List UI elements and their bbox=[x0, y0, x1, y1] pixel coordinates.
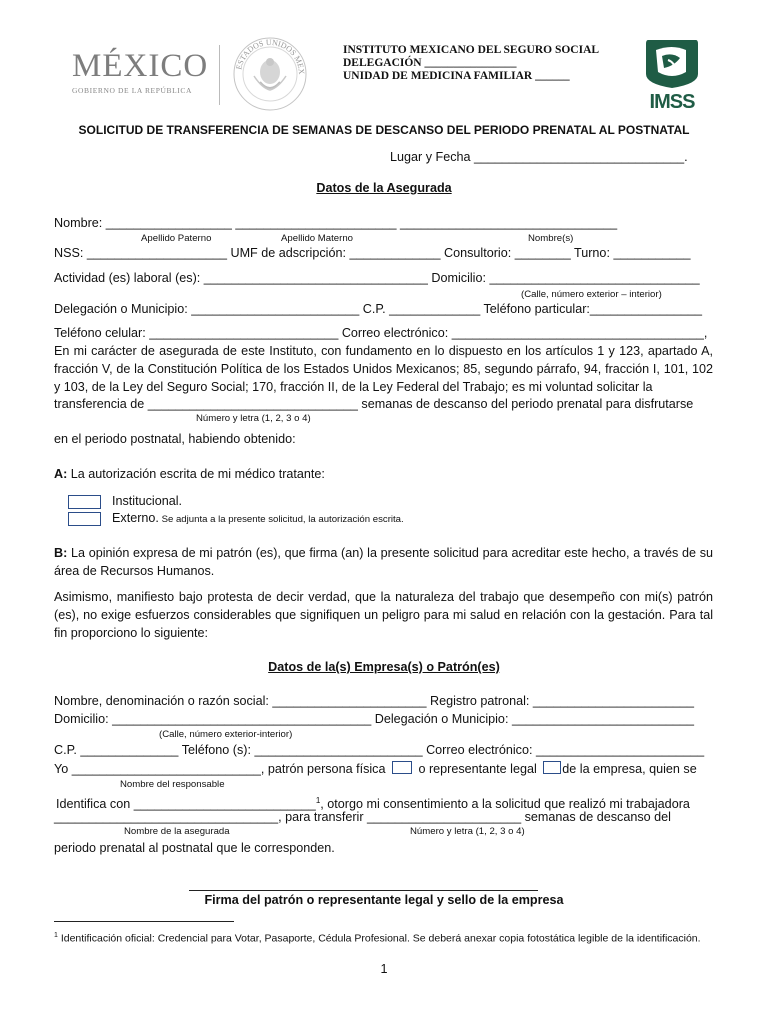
empresa-domicilio-row[interactable]: Domicilio: _____________________________________ Delegación o Municipio: __________________________ bbox=[54, 712, 695, 726]
mexico-logo bbox=[72, 48, 212, 95]
footnote-ref: 1 bbox=[315, 796, 321, 805]
option-a-letter: A: bbox=[54, 467, 68, 481]
document-title: SOLICITUD DE TRANSFERENCIA DE SEMANAS DE DESCANSO DEL PERIODO PRENATAL AL POSTNATAL bbox=[78, 123, 690, 137]
label-apellido-materno: Apellido Materno bbox=[281, 233, 353, 244]
signature-label: Firma del patrón o representante legal y sello de la empresa bbox=[204, 893, 564, 907]
transferir-row[interactable]: ________________________________, para transferir ______________________ semanas de descanso del bbox=[54, 810, 671, 824]
yo-row bbox=[54, 761, 697, 777]
yo-post: de la empresa, quien se bbox=[562, 762, 697, 776]
label-calle-1: (Calle, número exterior – interior) bbox=[521, 289, 662, 300]
checkbox-persona-fisica[interactable] bbox=[392, 761, 412, 774]
option-a bbox=[54, 467, 325, 482]
label-numero-letra-2: Número y letra (1, 2, 3 o 4) bbox=[410, 826, 525, 837]
mexico-logo-text: MÉXICO bbox=[72, 48, 209, 84]
option-b bbox=[54, 544, 713, 580]
yo-mid: o representante legal bbox=[418, 762, 537, 776]
delegacion-line: DELEGACIÓN ________________ bbox=[343, 57, 517, 69]
yo-pre[interactable]: Yo ___________________________, patrón persona física bbox=[54, 762, 386, 776]
label-numero-letra-1: Número y letra (1, 2, 3 o 4) bbox=[196, 413, 311, 424]
transferencia-row[interactable]: transferencia de ______________________________ semanas de descanso del periodo prenatal para disfrutarse bbox=[54, 397, 694, 411]
telefono-row[interactable]: Teléfono celular: ___________________________ Correo electrónico: ____________________________________, bbox=[54, 326, 708, 340]
footnote-divider bbox=[54, 921, 234, 922]
footnote-text: Identificación oficial: Credencial para Votar, Pasaporte, Cédula Profesional. Se deberá anexar copia fotostática legible de la identificación. bbox=[57, 932, 701, 945]
national-seal-icon bbox=[232, 36, 308, 112]
section-title-empresa: Datos de la(s) Empresa(s) o Patrón(es) bbox=[268, 660, 500, 674]
paragraph-fundamento: En mi carácter de asegurada de este Instituto, con fundamento en lo dispuesto en los artículos 1 y 123, apartado A, fracción V, de la Constitución Política de los Estados Unidos Mexicanos; 85, segundo párrafo, 94, fracción I, 101, 102 y 103, de la Ley del Seguro Social; 170, fracción II, de la Ley Federal del Trabajo; es mi voluntad solicitar la bbox=[54, 344, 713, 394]
periodo-line: periodo prenatal al postnatal que le corresponden. bbox=[54, 841, 335, 855]
signature-line[interactable] bbox=[189, 890, 538, 891]
option-a-text: La autorización escrita de mi médico tratante: bbox=[67, 467, 325, 481]
footnote-mark: 1 bbox=[54, 932, 58, 939]
checkbox-institucional[interactable] bbox=[68, 495, 101, 509]
option-b-text: La opinión expresa de mi patrón (es), que firma (an) la presente solicitud para acreditar este hecho, a través de su área de Recursos Humanos. bbox=[54, 546, 713, 578]
institute-header bbox=[343, 44, 599, 83]
footnote bbox=[54, 928, 713, 947]
externo-text: Externo. bbox=[112, 511, 159, 525]
externo-note: Se adjunta a la presente solicitud, la autorización escrita. bbox=[158, 514, 404, 525]
empresa-nombre-row[interactable]: Nombre, denominación o razón social: ______________________ Registro patronal: _______________________ bbox=[54, 694, 694, 708]
actividad-row[interactable]: Actividad (es) laboral (es): ________________________________ Domicilio: ______________________________ bbox=[54, 271, 700, 285]
seal-text: ESTADOS UNIDOS MEX bbox=[234, 37, 307, 75]
page-number: 1 bbox=[380, 962, 388, 976]
label-apellido-paterno: Apellido Paterno bbox=[141, 233, 212, 244]
option-b-letter: B: bbox=[54, 546, 68, 560]
institute-name: INSTITUTO MEXICANO DEL SEGURO SOCIAL bbox=[343, 44, 600, 56]
national-seal bbox=[232, 36, 308, 112]
checkbox-representante[interactable] bbox=[543, 761, 561, 774]
empresa-cp-row[interactable]: C.P. ______________ Teléfono (s): ________________________ Correo electrónico: ________________________ bbox=[54, 743, 705, 757]
paragraph-protesta: Asimismo, manifiesto bajo protesta de decir verdad, que la naturaleza del trabajo que desempeño con mi(s) patrón (es), no exige esfuerzos considerables que signifiquen un peligro para mi salud en relación con la gestación. Para tal fin proporciono lo siguiente: bbox=[54, 590, 713, 640]
nss-row[interactable]: NSS: ____________________ UMF de adscripción: _____________ Consultorio: ________ Turno: ___________ bbox=[54, 246, 691, 260]
imss-logo bbox=[638, 36, 706, 112]
postnatal-line: en el periodo postnatal, habiendo obtenido: bbox=[54, 432, 296, 446]
identifica-pre: Identifica con __________________________ bbox=[56, 797, 316, 812]
label-nombre-responsable: Nombre del responsable bbox=[120, 779, 225, 790]
delegacion-row[interactable]: Delegación o Municipio: ________________________ C.P. _____________ Teléfono particular:________________ bbox=[54, 302, 702, 316]
gobierno-text: GOBIERNO DE LA REPÚBLICA bbox=[72, 86, 193, 95]
label-calle-2: (Calle, número exterior-interior) bbox=[159, 729, 293, 740]
section-title-asegurada: Datos de la Asegurada bbox=[316, 181, 452, 195]
label-nombres: Nombre(s) bbox=[528, 233, 574, 244]
imss-logo-text: IMSS bbox=[649, 91, 695, 112]
label-externo bbox=[112, 511, 404, 527]
label-nombre-asegurada: Nombre de la asegurada bbox=[124, 826, 230, 837]
lugar-fecha: Lugar y Fecha ______________________________. bbox=[390, 150, 688, 164]
imss-logo-icon bbox=[638, 36, 706, 112]
nombre-row[interactable]: Nombre: __________________ _______________________ _______________________________ bbox=[54, 216, 618, 230]
identifica-post: , otorgo mi consentimiento a la solicitud que realizó mi trabajadora bbox=[320, 797, 690, 812]
header-divider bbox=[219, 45, 220, 105]
label-institucional: Institucional. bbox=[112, 494, 183, 508]
checkbox-externo[interactable] bbox=[68, 512, 101, 526]
unidad-line: UNIDAD DE MEDICINA FAMILIAR ______ bbox=[343, 70, 570, 82]
